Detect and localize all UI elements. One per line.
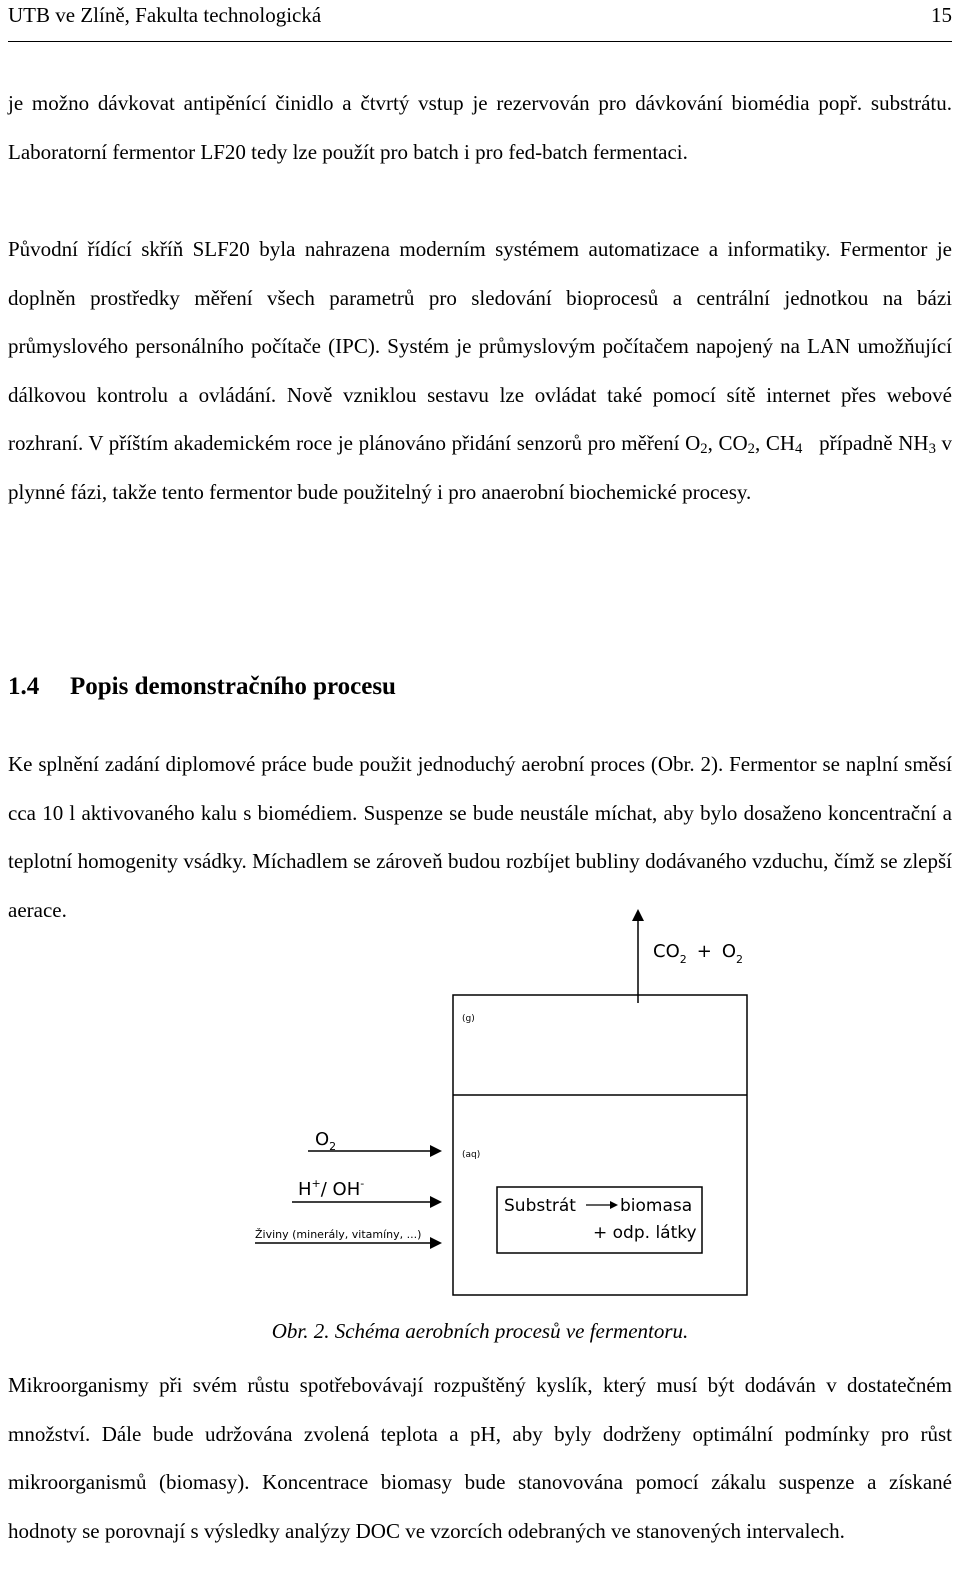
aqueous-phase-label: (aq) <box>462 1150 481 1160</box>
paragraph-3-text: Ke splnění zadání diplomové práce bude použit jednoduchý aerobní proces (Obr. 2). Fermentor se naplní směsí cca 10 l aktivovaného kalu s biomédiem. Suspenze se bude neustále míchat, aby bylo dosaženo koncentrační a teplotní homogenity vsádky. Míchadlem se zároveň budou rozbíjet bubliny dodávaného vzduchu, čímž se zlepší aerace. <box>8 752 952 922</box>
header-title: UTB ve Zlíně, Fakulta technologická <box>8 3 322 27</box>
header-rule <box>8 41 952 42</box>
aerobic-process-diagram <box>240 905 760 1305</box>
page-header <box>8 0 952 32</box>
figure-caption: Obr. 2. Schéma aerobních procesů ve fermentoru. <box>271 1319 689 1343</box>
gas-outlet-arrowhead <box>632 909 644 921</box>
outlet-gases-label: $CO_2 + O_2$ <box>653 941 744 966</box>
page-number: 15 <box>931 3 952 27</box>
paragraph-2-text: Původní řídící skříň SLF20 byla nahrazena moderním systémem automatizace a informatiky. Fermentor je doplněn prostředky měření všech parametrů pro sledování bioprocesů a centrální jednotkou na bázi průmyslového personálního počítače (IPC). Systém je průmyslovým počítačem napojený na LAN umožňující dálkovou kontrolu a ovládání. Nově vzniklou sestavu lze ovládat také pomocí sítě internet přes webové rozhraní. V příštím akademickém roce je plánováno přidání senzorů pro měření $O_2$, $CO_2$, $CH_4$ případně $NH_3$ v plynné fázi, takže tento fermentor bude použitelný i pro anaerobní biochemické procesy. <box>8 237 953 504</box>
paragraph-4 <box>8 1361 952 1555</box>
formula-ch4: $CH_4$ <box>765 431 803 457</box>
input-nutrients-label: Živiny (minerály, vitamíny, ...) <box>255 1228 422 1241</box>
input-oxygen-label: $O_2$ <box>315 1129 337 1153</box>
byproducts-label: + odp. látky <box>593 1223 697 1243</box>
section-number: 1.4 <box>8 673 40 700</box>
paragraph-2-mid: případně <box>819 431 893 455</box>
biomass-label: biomasa <box>620 1196 693 1216</box>
paragraph-4-text: Mikroorganismy při svém růstu spotřebovávají rozpuštěný kyslík, který musí být dodáván v dostatečném množství. Dále bude udržována zvolená teplota a pH, aby byly dodrženy optimální podmínky pro růst mikroorganismů (biomasy). Koncentrace biomasy bude stanovována pomocí zákalu suspenze a získané hodnoty se porovnají s výsledky analýzy DOC ve vzorcích odebraných ve stanovených intervalech. <box>8 1373 952 1543</box>
substrate-label: Substrát <box>504 1196 576 1216</box>
section-title: Popis demonstračního procesu <box>70 673 396 700</box>
ph-input-arrowhead <box>430 1196 442 1208</box>
paragraph-1-text: je možno dávkovat antipěnící činidlo a čtvrtý vstup je rezervován pro dávkování biomédia popř. substrátu. Laboratorní fermentor LF20 tedy lze použít pro batch i pro fed-batch fermentaci. <box>8 91 952 164</box>
paragraph-2-main: Původní řídící skříň SLF20 byla nahrazena moderním systémem automatizace a informatiky. Fermentor je doplněn prostředky měření všech parametrů pro sledování bioprocesů a centrální jednotkou na bázi průmyslového personálního počítače (IPC). Systém je průmyslovým počítačem napojený na LAN umožňující dálkovou kontrolu a ovládání. Nově vzniklou sestavu lze ovládat také pomocí sítě internet přes webové rozhraní. V příštím akademickém roce je plánováno přidání senzorů pro měření <box>8 237 952 455</box>
paragraph-2-tail: v plynné fázi, takže tento fermentor bude použitelný i pro anaerobní biochemické procesy. <box>8 431 953 504</box>
formula-co2: $CO_2$ <box>718 431 755 457</box>
gas-phase-label: (g) <box>462 1014 475 1024</box>
input-ph-label: H+/ OH- <box>298 1177 365 1200</box>
oxygen-input-arrowhead <box>430 1145 442 1157</box>
formula-nh3: $NH_3$ <box>898 431 936 457</box>
paragraph-2 <box>8 225 952 516</box>
formula-o2: $O_2$ <box>685 431 708 457</box>
nutrients-input-arrowhead <box>430 1237 442 1249</box>
section-heading <box>8 667 396 707</box>
paragraph-1 <box>8 79 952 176</box>
